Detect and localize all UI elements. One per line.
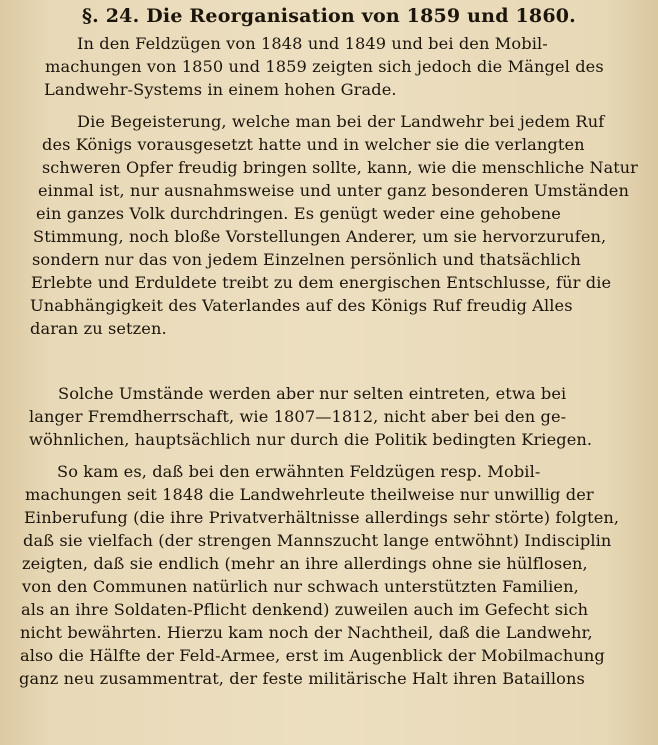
text-line: als an ihre Soldaten-Pflicht denkend) zuweilen auch im Gefecht sich [21,600,589,619]
text-line: schweren Opfer freudig bringen sollte, kann, wie die menschliche Natur [42,158,638,177]
text-line: daß sie vielfach (der strengen Mannszucht lange entwöhnt) Indisciplin [23,531,612,550]
text-line: zeigten, daß sie endlich (mehr an ihre allerdings ohne sie hülflosen, [22,554,588,573]
section-heading: §. 24. Die Reorganisation von 1859 und 1860. [82,5,576,27]
text-line: wöhnlichen, hauptsächlich nur durch die Politik bedingten Kriegen. [29,430,593,449]
text-line: ganz neu zusammentrat, der feste militärische Halt ihren Bataillons [19,669,585,688]
text-line: Einberufung (die ihre Privatverhältnisse allerdings sehr störte) folgten, [24,508,620,527]
text-line: also die Hälfte der Feld-Armee, erst im Augenblick der Mobilmachung [20,646,605,665]
text-line: Die Begeisterung, welche man bei der Landwehr bei jedem Ruf [77,112,605,131]
text-line: Solche Umstände werden aber nur selten eintreten, etwa bei [58,384,567,403]
text-line: daran zu setzen. [30,319,167,338]
text-line: nicht bewährten. Hierzu kam noch der Nachtheil, daß die Landwehr, [20,623,593,642]
text-line: Stimmung, noch bloße Vorstellungen Anderer, um sie hervorzurufen, [33,227,607,246]
text-line: des Königs vorausgesetzt hatte und in welcher sie die verlangten [42,135,585,154]
text-line: langer Fremdherrschaft, wie 1807—1812, nicht aber bei den ge- [29,407,567,426]
text-line: ein ganzes Volk durchdringen. Es genügt weder eine gehobene [36,204,561,223]
text-line: von den Communen natürlich nur schwach unterstützten Familien, [22,577,579,596]
text-line: machungen von 1850 und 1859 zeigten sich jedoch die Mängel des [45,57,604,76]
text-line: machungen seit 1848 die Landwehrleute theilweise nur unwillig der [25,485,594,504]
text-line: Landwehr-Systems in einem hohen Grade. [44,80,397,99]
text-line: Erlebte und Erduldete treibt zu dem energischen Entschlusse, für die [31,273,612,292]
text-line: So kam es, daß bei den erwähnten Feldzügen resp. Mobil- [57,462,541,481]
text-line: In den Feldzügen von 1848 und 1849 und bei den Mobil- [77,34,548,53]
text-line: sondern nur das von jedem Einzelnen persönlich und thatsächlich [32,250,581,269]
text-line: Unabhängigkeit des Vaterlandes auf des Königs Ruf freudig Alles [30,296,573,315]
text-line: einmal ist, nur ausnahmsweise und unter ganz besonderen Umständen [38,181,629,200]
